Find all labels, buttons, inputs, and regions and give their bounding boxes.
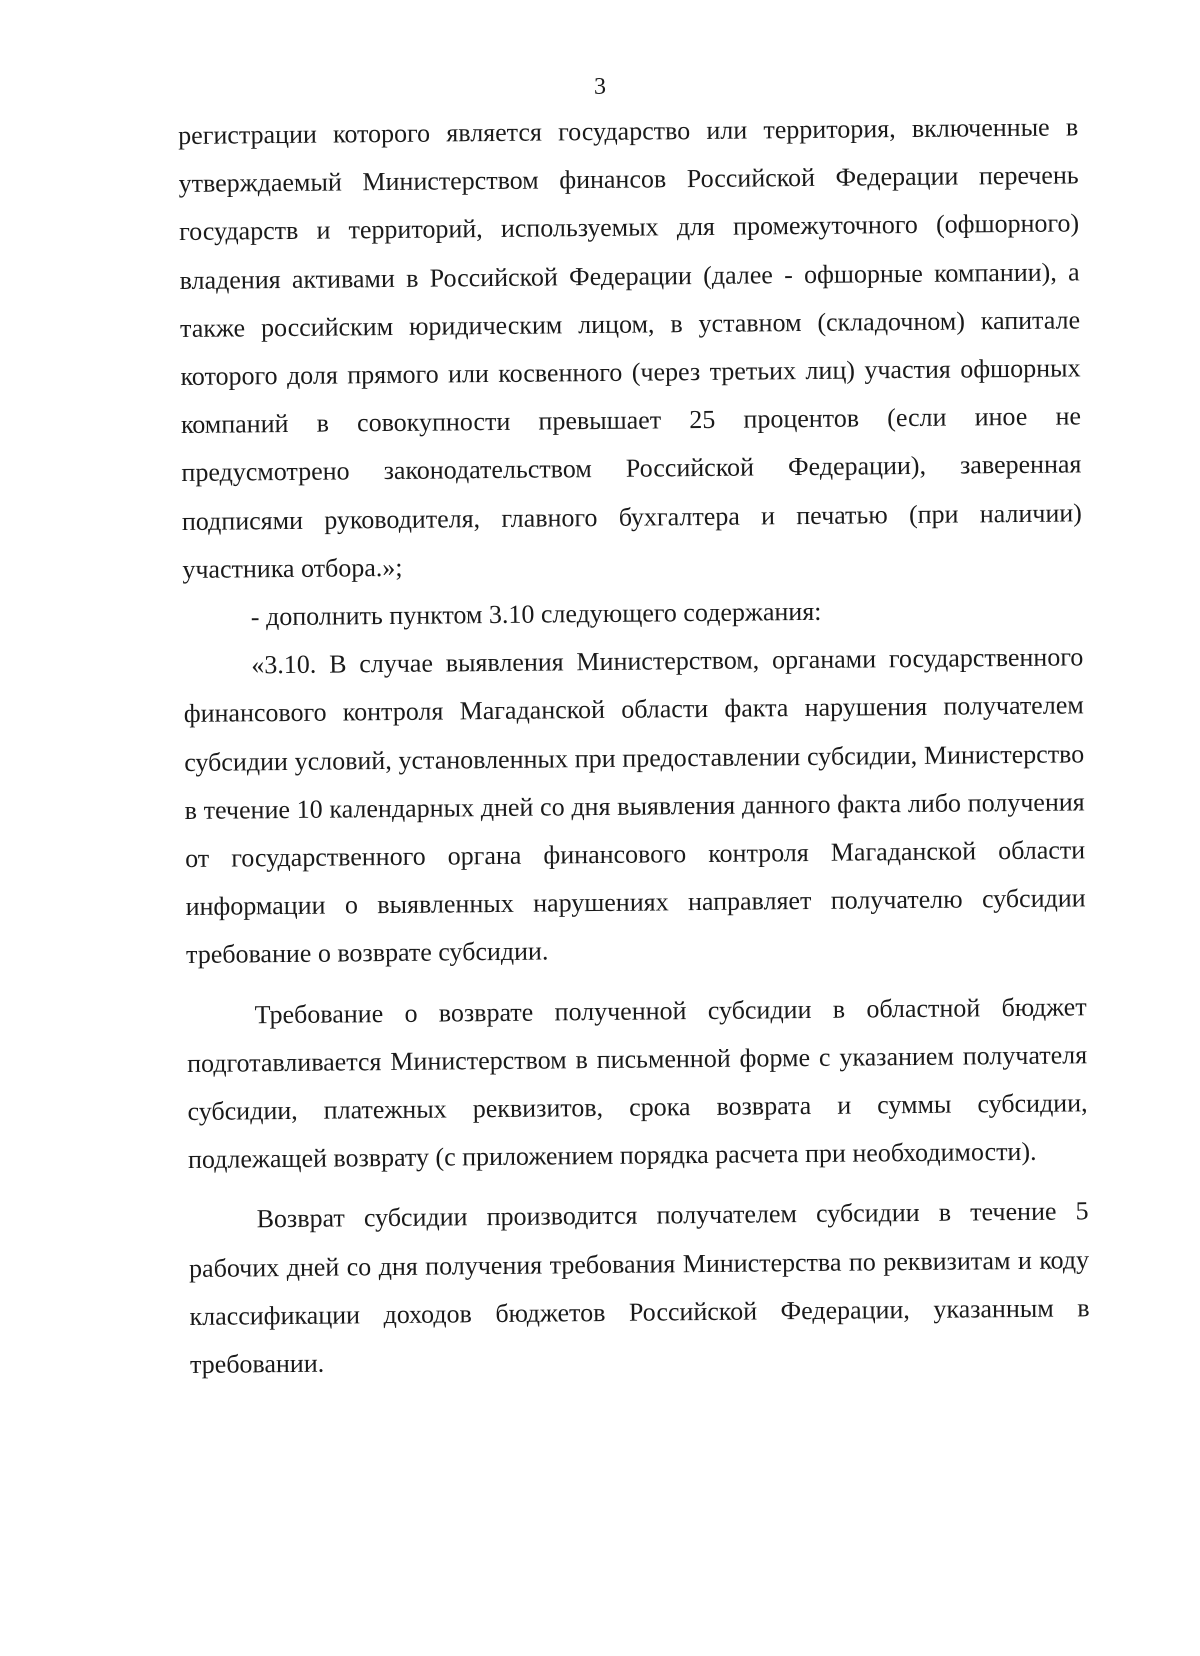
document-body — [178, 103, 1090, 1389]
paragraph-offshore-continuation: регистрации которого является государство или территория, включенные в утверждаемый Министерством финансов Российской Федерации перечень государств и территорий, используемых для промежуточного (офшорного) владения активами в Российской Федерации (далее - офшорные компании), а также российским юридическим лицом, в уставном (складочном) капитале которого доля прямого или косвенного (через третьих лиц) участия офшорных компаний в совокупности превышает 25 процентов (если иное не предусмотрено законодательством Российской Федерации), заверенная подписями руководителя, главного бухгалтера и печатью (при наличии) участника отбора.»; — [178, 112, 1083, 584]
paragraph-clause-3-10: «3.10. В случае выявления Министерством, органами государственного финансового контроля Магаданской области факта нарушения получателем субсидии условий, установленных при предоставлении субсидии, Министерство в течение 10 календарных дней со дня выявления данного факта либо получения от государственного органа финансового контроля Магаданской области информации о выявленных нарушениях направляет получателю субсидии требование о возврате субсидии. — [183, 642, 1086, 970]
paragraph-refund-procedure: Возврат субсидии производится получателем субсидии в течение 5 рабочих дней со дня получения требования Министерства по реквизитам и коду классификации доходов бюджетов Российской Федерации, указанным в требовании. — [188, 1196, 1090, 1380]
paragraph-amendment-instruction: - дополнить пунктом 3.10 следующего содержания: — [250, 596, 822, 632]
page-number: 3 — [594, 74, 606, 100]
paragraph-refund-demand: Требование о возврате полученной субсидии в областной бюджет подготавливается Министерством в письменной форме с указанием получателя субсидии, платежных реквизитов, срока возврата и суммы субсидии, подлежащей возврату (с приложением порядка расчета при необходимости). — [186, 991, 1088, 1175]
